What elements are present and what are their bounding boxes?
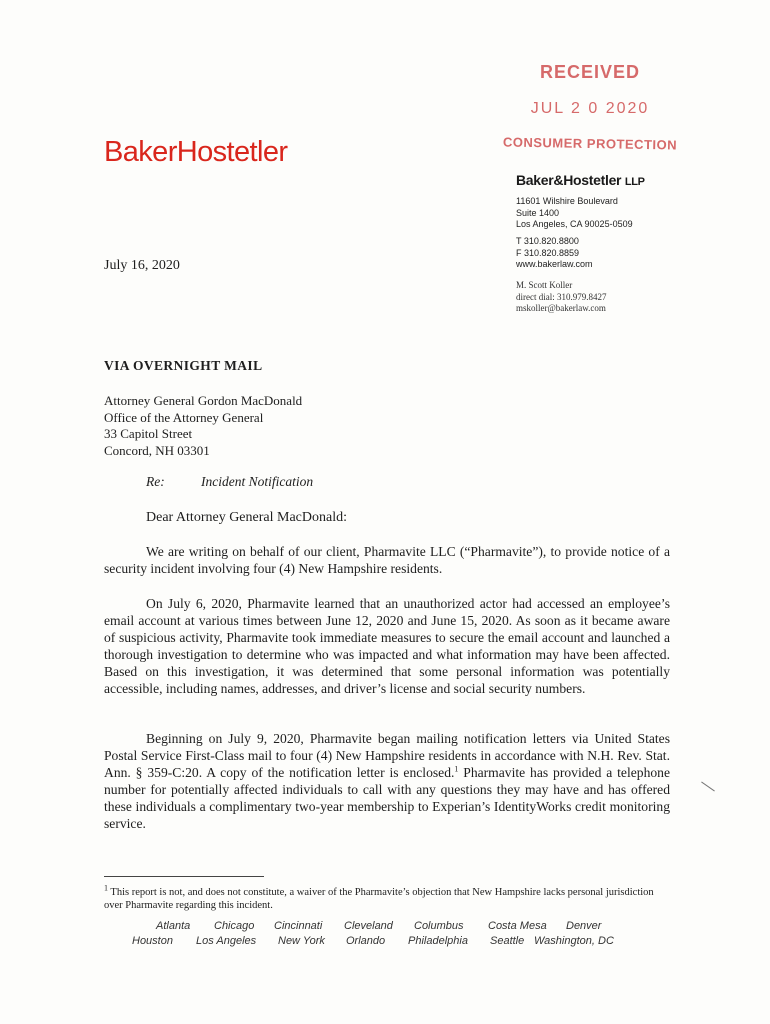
subject-text: Incident Notification <box>201 474 314 489</box>
footnote-divider <box>104 876 264 877</box>
office-city: Chicago <box>214 920 255 932</box>
recipient-line: 33 Capitol Street <box>104 426 193 441</box>
office-city: Philadelphia <box>408 935 468 947</box>
footnote <box>104 883 670 912</box>
office-city: Los Angeles <box>196 935 257 947</box>
firm-name <box>516 172 645 188</box>
received-stamp: RECEIVED <box>539 62 641 82</box>
office-city: Washington, DC <box>534 935 614 947</box>
firm-address <box>516 196 633 231</box>
subject-label: Re: <box>146 474 165 489</box>
address-line: 11601 Wilshire Boulevard <box>516 196 618 206</box>
firm-logo: BakerHostetler <box>104 136 288 168</box>
footnote-text: This report is not, and does not constitute, a waiver of the Pharmavite’s objection that New Hampshire lacks personal jurisdiction over Pharmavite regarding this incident. <box>104 887 654 911</box>
office-city: Cleveland <box>344 920 393 932</box>
received-stamp-department: CONSUMER PROTECTION <box>502 134 678 153</box>
paragraph-text: Pharmavite has provided a telephone number for potentially affected individuals to call with any questions they may have and has offered these individuals a complimentary two-year membership to Experian’s IdentityWorks credit monitoring service. <box>104 765 670 831</box>
firm-name-text: Baker&Hostetler <box>516 172 622 188</box>
body-paragraph-2: On July 6, 2020, Pharmavite learned that an unauthorized actor had accessed an employee’s email account at various times between June 12, 2020 and June 15, 2020. As soon as it became aware of suspicious activity, Pharmavite took immediate measures to secure the email account and launched a thorough investigation to determine who was impacted and what information may have been affected. Based on this investigation, it was determined that some personal information was potentially accessible, including names, addresses, and driver’s license and social security numbers. <box>104 596 670 696</box>
office-city: Columbus <box>414 920 464 932</box>
attorney-name: M. Scott Koller <box>516 280 573 290</box>
office-city: Atlanta <box>156 920 191 932</box>
attorney-phone: direct dial: 310.979.8427 <box>516 291 607 302</box>
address-line: Los Angeles, CA 90025-0509 <box>516 219 633 229</box>
fax-line: F 310.820.8859 <box>516 247 580 258</box>
firm-suffix: LLP <box>624 176 645 188</box>
office-city: Cincinnati <box>274 920 323 932</box>
address-line: Suite 1400 <box>516 207 560 218</box>
phone-line: T 310.820.8800 <box>516 236 579 246</box>
website-line: www.bakerlaw.com <box>516 259 593 269</box>
office-city: Orlando <box>346 935 386 947</box>
body-paragraph-3 <box>104 730 670 832</box>
body-paragraph-1: We are writing on behalf of our client, Pharmavite LLC (“Pharmavite”), to provide notice of a security incident involving four (4) New Hampshire residents. <box>104 544 670 576</box>
office-city: New York <box>278 935 325 947</box>
delivery-method: VIA OVERNIGHT MAIL <box>104 358 263 373</box>
firm-contact <box>516 236 593 271</box>
recipient-line: Attorney General Gordon MacDonald <box>104 393 303 408</box>
scan-mark <box>701 782 715 792</box>
recipient-address <box>104 393 302 459</box>
recipient-line: Concord, NH 03301 <box>104 442 210 458</box>
office-city: Seattle <box>490 935 525 947</box>
footnote-marker: 1 <box>104 883 108 893</box>
received-stamp-date: JUL 2 0 2020 <box>530 100 650 117</box>
office-city: Denver <box>566 920 602 932</box>
salutation: Dear Attorney General MacDonald: <box>146 510 347 525</box>
paragraph-text: Beginning on July 9, 2020, Pharmavite began mailing notification letters via United States Postal Service First-Class mail to four (4) New Hampshire residents in accordance with N.H. Rev. Stat. Ann. § 359-C:20. A copy of the notification letter is enclosed. <box>104 731 670 780</box>
attorney-contact <box>516 280 606 315</box>
letter-date: July 16, 2020 <box>104 258 180 273</box>
footnote-reference: 1 <box>454 764 459 774</box>
office-city: Houston <box>132 935 173 947</box>
subject-line <box>146 474 313 490</box>
recipient-line: Office of the Attorney General <box>104 409 264 425</box>
office-city: Costa Mesa <box>488 920 547 932</box>
attorney-email: mskoller@bakerlaw.com <box>516 303 606 313</box>
